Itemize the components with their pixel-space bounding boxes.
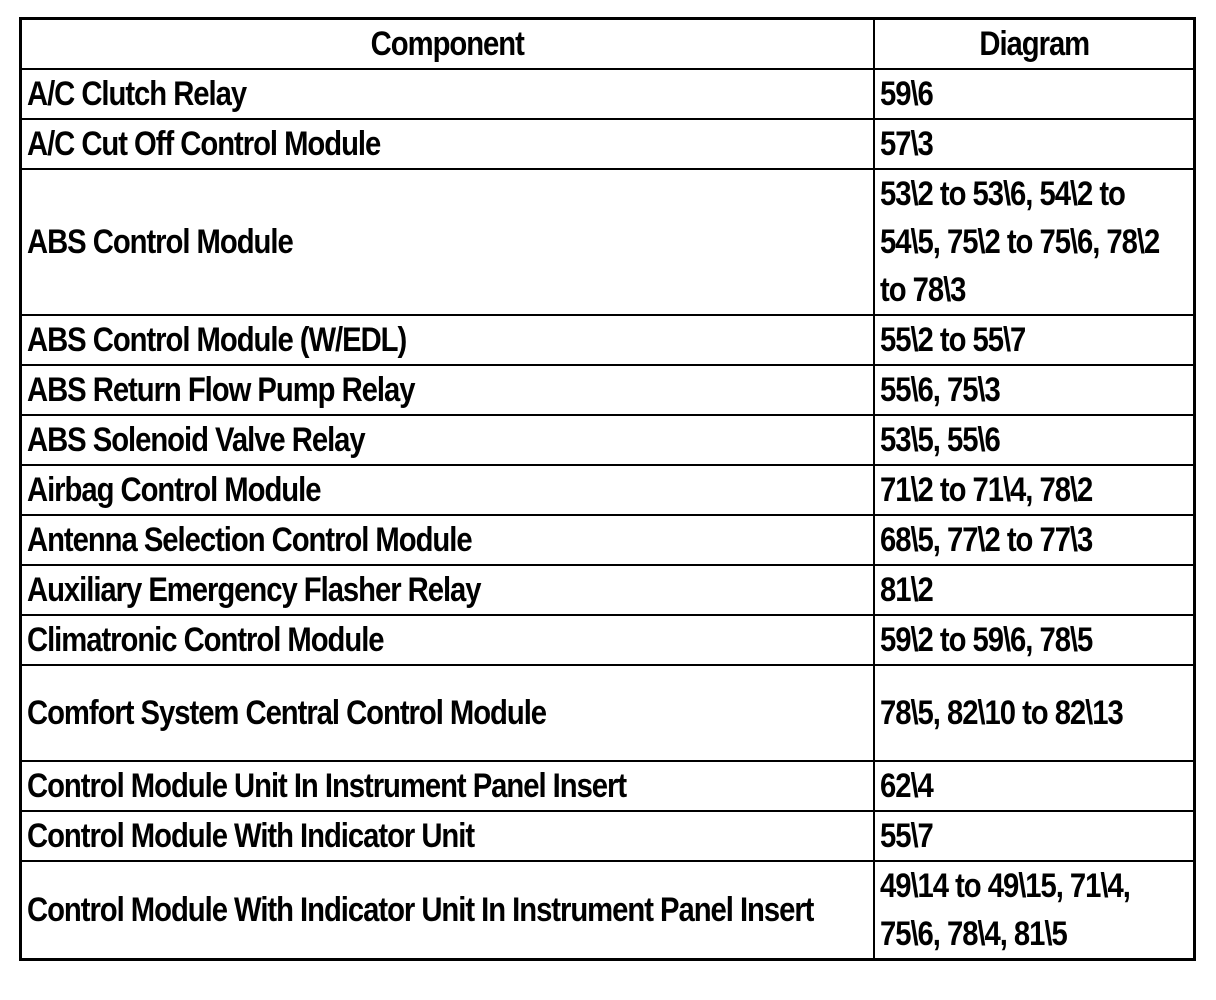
component-cell: ABS Solenoid Valve Relay (21, 415, 874, 465)
component-cell: Climatronic Control Module (21, 615, 874, 665)
component-cell: Control Module Unit In Instrument Panel Insert (21, 761, 874, 811)
diagram-cell: 68\5, 77\2 to 77\3 (874, 515, 1195, 565)
table-row (21, 415, 1195, 465)
table-row (21, 615, 1195, 665)
diagram-cell: 55\6, 75\3 (874, 365, 1195, 415)
table-row (21, 465, 1195, 515)
diagram-cell: 81\2 (874, 565, 1195, 615)
component-cell: Airbag Control Module (21, 465, 874, 515)
diagram-cell: 55\7 (874, 811, 1195, 861)
table-row (21, 665, 1195, 761)
column-header-component: Component (21, 19, 874, 70)
table-row (21, 69, 1195, 119)
component-cell: A/C Cut Off Control Module (21, 119, 874, 169)
component-cell: Control Module With Indicator Unit In Instrument Panel Insert (21, 861, 874, 960)
diagram-cell: 55\2 to 55\7 (874, 315, 1195, 365)
table-row (21, 119, 1195, 169)
component-cell: ABS Control Module (W/EDL) (21, 315, 874, 365)
component-cell: ABS Control Module (21, 169, 874, 315)
table-header-row (21, 19, 1195, 70)
column-header-diagram: Diagram (874, 19, 1195, 70)
diagram-cell: 71\2 to 71\4, 78\2 (874, 465, 1195, 515)
table-row (21, 365, 1195, 415)
table-row (21, 861, 1195, 960)
table-row (21, 565, 1195, 615)
component-cell: Control Module With Indicator Unit (21, 811, 874, 861)
component-cell: A/C Clutch Relay (21, 69, 874, 119)
component-cell: Auxiliary Emergency Flasher Relay (21, 565, 874, 615)
table-row (21, 315, 1195, 365)
diagram-cell: 62\4 (874, 761, 1195, 811)
diagram-cell: 78\5, 82\10 to 82\13 (874, 665, 1195, 761)
diagram-cell: 53\5, 55\6 (874, 415, 1195, 465)
table-row (21, 515, 1195, 565)
table-row (21, 811, 1195, 861)
component-diagram-table (19, 17, 1196, 961)
component-cell: Antenna Selection Control Module (21, 515, 874, 565)
diagram-cell: 59\2 to 59\6, 78\5 (874, 615, 1195, 665)
component-cell: Comfort System Central Control Module (21, 665, 874, 761)
diagram-cell: 49\14 to 49\15, 71\4, 75\6, 78\4, 81\5 (874, 861, 1195, 960)
table-row (21, 761, 1195, 811)
diagram-cell: 53\2 to 53\6, 54\2 to 54\5, 75\2 to 75\6, 78\2 to 78\3 (874, 169, 1195, 315)
component-cell: ABS Return Flow Pump Relay (21, 365, 874, 415)
diagram-cell: 57\3 (874, 119, 1195, 169)
table-row (21, 169, 1195, 315)
diagram-cell: 59\6 (874, 69, 1195, 119)
